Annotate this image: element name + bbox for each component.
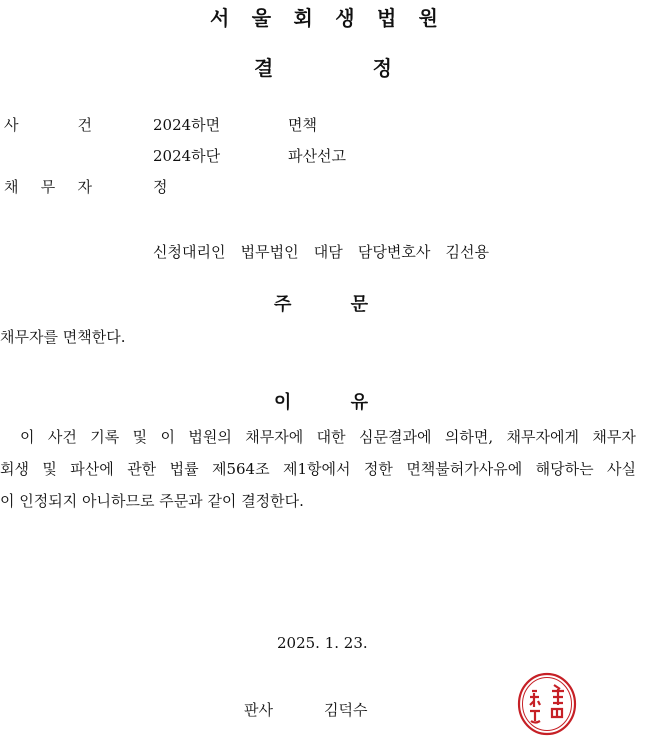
doc-title-char: 정 — [372, 56, 392, 80]
agent-word: 담당변호사 — [357, 243, 431, 261]
court-name-char: 서 — [210, 6, 230, 30]
reasons-word: 파산에 — [70, 460, 114, 478]
case-label — [4, 114, 92, 135]
reasons-heading-char: 이 — [274, 392, 292, 413]
reasons-word: 법률 — [169, 460, 199, 478]
case-name: 면책 — [288, 116, 317, 134]
reasons-word: 및 — [42, 460, 57, 478]
reasons-word: 의하면, — [444, 428, 494, 446]
case-number: 2024하면 — [153, 116, 221, 134]
reasons-line-3: 이 인정되지 아니하므로 주문과 같이 결정한다. — [0, 492, 304, 510]
judge-seal-icon — [516, 671, 578, 737]
agent-word: 김선용 — [445, 243, 489, 261]
court-name-char: 생 — [335, 6, 355, 30]
decision-date: 2025. 1. 23. — [277, 634, 368, 652]
debtor-name: 정 — [153, 178, 168, 196]
reasons-word: 채무자에게 — [506, 428, 579, 446]
agent-word: 신청대리인 — [153, 243, 226, 261]
reasons-word: 제1항에서 — [283, 460, 351, 478]
reasons-word: 관한 — [127, 460, 157, 478]
order-heading — [274, 290, 368, 316]
reasons-word: 이 — [20, 428, 35, 446]
order-heading-char: 문 — [350, 294, 368, 315]
reasons-line-1 — [20, 426, 636, 447]
case-label-char: 사 — [4, 116, 19, 134]
reasons-word: 정한 — [363, 460, 393, 478]
court-name-char: 회 — [293, 6, 313, 30]
debtor-label-char: 자 — [77, 178, 92, 196]
reasons-word: 기록 — [90, 428, 120, 446]
reasons-word: 사건 — [47, 428, 77, 446]
debtor-label — [4, 176, 92, 197]
reasons-word: 채무자에 — [245, 428, 304, 446]
reasons-word: 면책불허가사유에 — [406, 460, 523, 478]
case-number: 2024하단 — [153, 147, 221, 165]
court-name — [210, 2, 438, 31]
reasons-heading-char: 유 — [350, 392, 368, 413]
reasons-line-2 — [0, 458, 636, 479]
judge-title: 판사 — [244, 701, 273, 719]
case-name: 파산선고 — [288, 147, 346, 165]
doc-title — [254, 52, 392, 81]
order-heading-char: 주 — [274, 294, 292, 315]
agent-word: 법무법인 — [240, 243, 299, 261]
reasons-word: 심문결과에 — [359, 428, 432, 446]
reasons-word: 채무자 — [592, 428, 636, 446]
doc-title-char: 결 — [254, 56, 274, 80]
reasons-heading — [274, 388, 368, 414]
reasons-word: 제564조 — [211, 460, 270, 478]
court-name-char: 원 — [418, 6, 438, 30]
agent-line — [153, 241, 489, 262]
debtor-label-char: 무 — [40, 178, 56, 196]
order-text: 채무자를 면책한다. — [0, 328, 126, 346]
court-name-char: 법 — [376, 6, 397, 30]
reasons-word: 법원의 — [188, 428, 232, 446]
reasons-word: 회생 — [0, 460, 29, 478]
court-name-char: 울 — [251, 6, 272, 30]
reasons-word: 대한 — [316, 428, 346, 446]
agent-word: 대담 — [313, 243, 343, 261]
reasons-word: 사실 — [607, 460, 636, 478]
judge-name: 김덕수 — [324, 701, 368, 719]
reasons-word: 이 — [160, 428, 176, 446]
debtor-label-char: 채 — [4, 178, 19, 196]
case-label-char: 건 — [77, 116, 92, 134]
reasons-word: 및 — [132, 428, 148, 446]
reasons-word: 해당하는 — [535, 460, 594, 478]
